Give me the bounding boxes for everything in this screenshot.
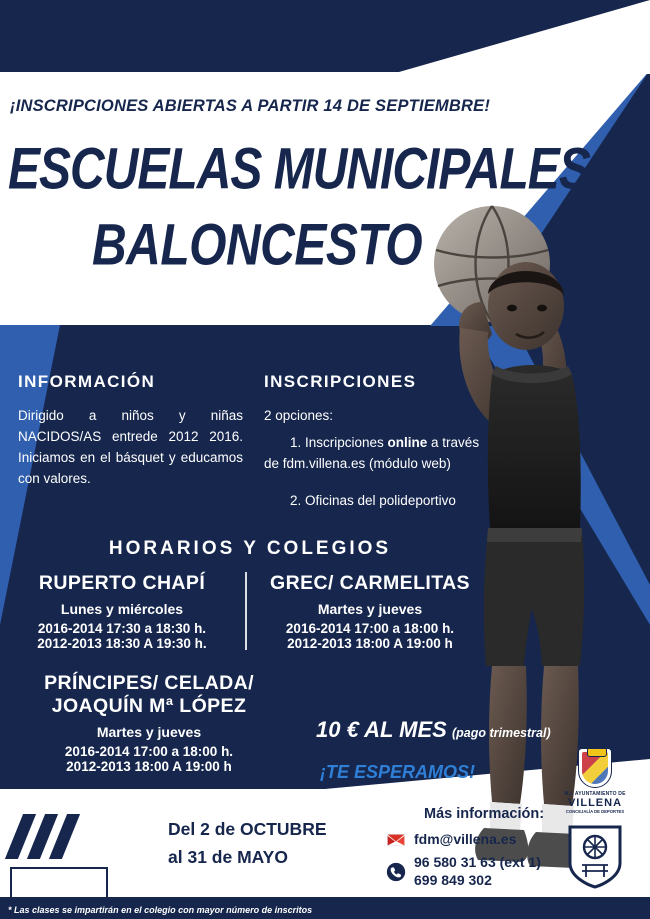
row-time: 18:00 A 19:00 h — [355, 636, 453, 651]
decorative-slashes — [10, 814, 130, 859]
inscripciones-intro: 2 opciones: — [264, 408, 334, 423]
informacion-body: Dirigido a niños y niñas NACIDOS/AS entrede 2012 2016. Iniciamos en el básquet y educamos con valores. — [18, 408, 243, 486]
schedule-block-ruperto-chapi — [8, 572, 236, 651]
contact-phone-2: 699 849 302 — [414, 871, 492, 888]
school-name: RUPERTO CHAPÍ — [38, 572, 206, 594]
schedule-block-grec-carmelitas — [256, 572, 484, 651]
informacion-block — [18, 372, 243, 490]
price-note: (pago trimestral) — [452, 726, 551, 740]
decorative-outline-box — [10, 867, 108, 901]
logo-line-3: CONCEJALÍA DE DEPORTES — [565, 809, 625, 814]
inscripciones-heading: INSCRIPCIONES — [264, 372, 417, 391]
row-time: 18:30 A 19:30 h. — [105, 636, 207, 651]
basketball-club-shield-icon — [566, 823, 624, 889]
school-time-row — [8, 621, 236, 636]
dates-line-2: al 31 de MAYO — [168, 847, 288, 867]
row-years: 2012-2013 — [287, 636, 352, 651]
horarios-heading: HORARIOS Y COLEGIOS — [108, 538, 392, 559]
inscripciones-option-2: 2. Oficinas del polideportivo — [290, 492, 456, 508]
row-time: 17:00 a 18:00 h. — [354, 621, 455, 636]
price-amount: 10 € AL MES — [316, 717, 447, 742]
school-time-row — [8, 636, 236, 651]
contact-block — [386, 830, 541, 893]
row-years: 2012-2013 — [37, 636, 102, 651]
phone-icon — [386, 862, 406, 882]
option1-post: a través de fdm.villena.es (módulo web) — [264, 434, 480, 471]
contact-phone-row[interactable] — [386, 854, 541, 889]
villena-council-logo — [562, 748, 628, 815]
row-time: 18:00 A 19:00 h — [134, 759, 232, 774]
kicker-text: ¡INSCRIPCIONES ABIERTAS A PARTIR 14 DE SEPTIEMBRE! — [10, 97, 491, 115]
schedule-block-principes-celada-joaquin — [0, 672, 298, 774]
option1-pre: 1. Inscripciones — [290, 434, 388, 450]
school-days: Martes y jueves — [96, 724, 202, 740]
row-years: 2016-2014 — [64, 744, 130, 759]
school-days: Lunes y miércoles — [60, 601, 184, 617]
school-time-row — [256, 636, 484, 651]
row-years: 2012-2013 — [66, 759, 131, 774]
row-time: 17:00 a 18:00 h. — [133, 744, 234, 759]
contact-phones — [414, 854, 541, 889]
contact-email: fdm@villena.es — [414, 831, 517, 848]
gmail-icon — [386, 830, 406, 850]
inscripciones-block — [264, 372, 484, 512]
option1-bold: online — [387, 434, 428, 450]
cta-mas-informacion: Más información: — [424, 806, 545, 822]
inscripciones-option-1 — [264, 433, 484, 475]
school-time-row — [0, 759, 298, 774]
row-years: 2016-2014 — [285, 621, 351, 636]
school-days: Martes y jueves — [317, 601, 423, 617]
contact-email-row[interactable] — [386, 830, 541, 850]
dates-line-1: Del 2 de OCTUBRE — [168, 819, 327, 839]
poster-title-line2: BALONCESTO — [92, 213, 423, 278]
row-time: 17:30 a 18:30 h. — [106, 621, 207, 636]
school-name: PRÍNCIPES/ CELADA/ JOAQUÍN Mª LÓPEZ — [44, 672, 254, 717]
school-name: GREC/ CARMELITAS — [270, 572, 470, 594]
cta-esperamos: ¡TE ESPERAMOS! — [320, 762, 476, 782]
row-years: 2016-2014 — [37, 621, 103, 636]
dates-block — [168, 815, 327, 871]
school-time-row — [256, 621, 484, 636]
contact-phone-1: 96 580 31 63 (ext 1) — [414, 854, 541, 870]
school-time-row — [0, 744, 298, 759]
informacion-heading: INFORMACIÓN — [18, 372, 156, 391]
footnote-text: * Las clases se impartirán en el colegio con mayor número de inscritos — [8, 905, 313, 915]
poster-title-line1: ESCUELAS MUNICIPALES — [8, 137, 590, 202]
villena-coat-of-arms-icon — [578, 748, 612, 788]
logo-line-2: VILLENA — [567, 797, 623, 809]
schedule-divider — [245, 572, 247, 650]
logo-line-1: M.I. AYUNTAMIENTO DE — [564, 791, 626, 797]
